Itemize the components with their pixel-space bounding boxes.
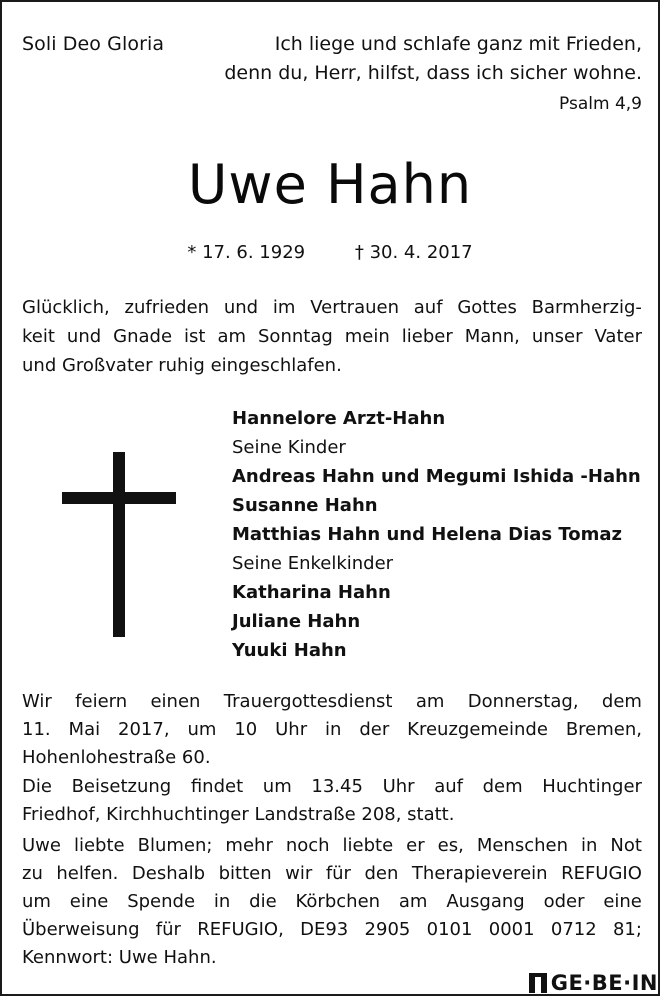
grandchild-name: Juliane Hahn [232, 611, 361, 632]
child-name: Susanne Hahn [232, 495, 378, 516]
intro-line: und Großvater ruhig eingeschlafen. [22, 355, 342, 376]
grandchild-name: Yuuki Hahn [232, 640, 347, 661]
donation-line: um eine Spende in die Körbchen am Ausgang oder eine [22, 891, 642, 912]
service-line: 11. Mai 2017, um 10 Uhr in der Kreuzgemeinde Bremen, [22, 719, 642, 740]
service-line: Wir feiern einen Trauergottesdienst am Donnerstag, dem [22, 691, 642, 712]
service-line: Hohenlohestraße 60. [22, 747, 211, 768]
motto-left: Soli Deo Gloria [22, 33, 165, 55]
verse-line: denn du, Herr, hilfst, dass ich sicher wohne. [224, 62, 642, 84]
grandchildren-label: Seine Enkelkinder [232, 553, 394, 574]
verse-line: Ich liege und schlafe ganz mit Frieden, [274, 33, 642, 55]
mourners-list [232, 404, 652, 665]
donation-line: Uwe liebte Blumen; mehr noch liebte er es, Menschen in Not [22, 835, 642, 856]
donation-line: zu helfen. Deshalb bitten wir für den Therapieverein REFUGIO [22, 863, 642, 884]
burial-paragraph [22, 773, 642, 829]
donation-paragraph [22, 832, 642, 972]
life-dates [0, 240, 660, 266]
donation-line: Überweisung für REFUGIO, DE93 2905 0101 0001 0712 81; [22, 919, 642, 940]
donation-line: Kennwort: Uwe Hahn. [22, 947, 217, 968]
burial-line: Die Beisetzung findet um 13.45 Uhr auf dem Huchtinger [22, 776, 642, 797]
burial-line: Friedhof, Kirchhuchtinger Landstraße 208, statt. [22, 804, 455, 825]
verse-reference: Psalm 4,9 [559, 94, 642, 114]
child-name: Matthias Hahn und Helena Dias Tomaz [232, 524, 623, 545]
publisher-logo [529, 970, 658, 996]
intro-line: keit und Gnade ist am Sonntag mein lieber Mann, unser Vater [22, 326, 642, 347]
service-paragraph [22, 688, 642, 772]
death-date: † 30. 4. 2017 [354, 242, 473, 263]
birth-date: * 17. 6. 1929 [187, 242, 306, 263]
deceased-name: Uwe Hahn [187, 153, 473, 216]
grandchild-name: Katharina Hahn [232, 582, 391, 603]
intro-text [22, 293, 642, 380]
logo-mark-icon [529, 973, 547, 993]
cross-icon [113, 452, 125, 637]
intro-line: Glücklich, zufrieden und im Vertrauen auf Gottes Barmherzig- [22, 297, 642, 318]
spouse-name: Hannelore Arzt-Hahn [232, 408, 446, 429]
bible-verse [202, 30, 642, 88]
child-name: Andreas Hahn und Megumi Ishida -Hahn [232, 466, 641, 487]
logo-text: GE·BE·IN [550, 971, 658, 995]
children-label: Seine Kinder [232, 437, 346, 458]
cross-icon-bar [62, 492, 176, 504]
